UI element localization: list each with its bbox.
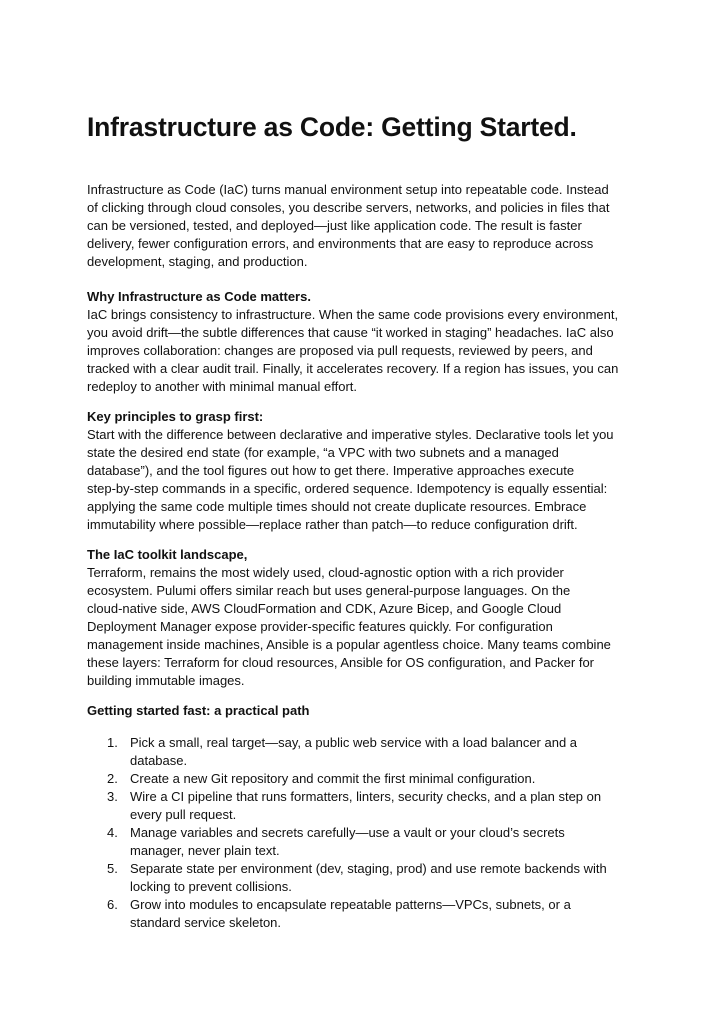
section-heading: The IaC toolkit landscape, — [87, 547, 248, 562]
list-item-line: manager, never plain text. — [130, 843, 280, 858]
paragraph-line: improves collaboration: changes are proposed via pull requests, reviewed by peers, and — [87, 343, 593, 358]
paragraph-line: Infrastructure as Code (IaC) turns manual environment setup into repeatable code. Instead — [87, 182, 609, 197]
list-item — [87, 860, 607, 896]
list-item-line: Create a new Git repository and commit the first minimal configuration. — [130, 771, 536, 786]
paragraph-line: can be versioned, tested, and deployed—just like application code. The result is faster — [87, 218, 582, 233]
paragraph-line: management inside machines, Ansible is a popular agentless choice. Many teams combine — [87, 637, 611, 652]
list-item-line: Pick a small, real target—say, a public web service with a load balancer and a — [130, 735, 578, 750]
list-item-number: 3. — [107, 789, 118, 804]
paragraph-line: of clicking through cloud consoles, you describe servers, networks, and policies in files that — [87, 200, 610, 215]
section-getting-started — [87, 702, 647, 720]
paragraph-line: immutability where possible—replace rather than patch—to reduce configuration drift. — [87, 517, 578, 532]
document-title: Infrastructure as Code: Getting Started. — [87, 112, 577, 142]
list-item-line: every pull request. — [130, 807, 237, 822]
list-item-number: 1. — [107, 735, 118, 750]
paragraph-line: these layers: Terraform for cloud resources, Ansible for OS configuration, and Packer for — [87, 655, 594, 670]
list-item-number: 2. — [107, 771, 118, 786]
intro-paragraph — [87, 181, 647, 271]
list-item-line: Separate state per environment (dev, staging, prod) and use remote backends with — [130, 861, 607, 876]
section-heading: Key principles to grasp first: — [87, 409, 264, 424]
list-item-line: Grow into modules to encapsulate repeatable patterns—VPCs, subnets, or a — [130, 897, 571, 912]
paragraph-line: state the desired end state (for example, “a VPC with two subnets and a managed — [87, 445, 559, 460]
list-item — [87, 896, 607, 932]
section-toolkit-landscape — [87, 546, 647, 690]
list-item-line: database. — [130, 753, 188, 768]
paragraph-line: ecosystem. Pulumi offers similar reach but uses general-purpose languages. On the — [87, 583, 571, 598]
list-item-number: 5. — [107, 861, 118, 876]
paragraph-line: database”), and the tool figures out how to get there. Imperative approaches execute — [87, 463, 575, 478]
paragraph-line: tracked with a clear audit trail. Finally, it accelerates recovery. If a region has issues, you can — [87, 361, 619, 376]
list-item — [87, 788, 607, 824]
list-item — [87, 824, 607, 860]
list-item-number: 4. — [107, 825, 118, 840]
section-heading: Why Infrastructure as Code matters. — [87, 289, 311, 304]
paragraph-line: IaC brings consistency to infrastructure. When the same code provisions every environment, — [87, 307, 619, 322]
list-item-line: locking to prevent collisions. — [130, 879, 292, 894]
list-item-line: Manage variables and secrets carefully—use a vault or your cloud’s secrets — [130, 825, 565, 840]
list-item — [87, 770, 607, 788]
paragraph-line: delivery, fewer configuration errors, and environments that are easy to reproduce across — [87, 236, 594, 251]
section-heading: Getting started fast: a practical path — [87, 703, 310, 718]
list-item-line: standard service skeleton. — [130, 915, 282, 930]
paragraph-line: applying the same code multiple times should not create duplicate resources. Embrace — [87, 499, 587, 514]
section-why-iac — [87, 288, 647, 396]
paragraph-line: step-by-step commands in a specific, ordered sequence. Idempotency is equally essential: — [87, 481, 608, 496]
paragraph-line: redeploy to another with minimal manual effort. — [87, 379, 358, 394]
list-item-number: 6. — [107, 897, 118, 912]
paragraph-line: Start with the difference between declarative and imperative styles. Declarative tools let you — [87, 427, 614, 442]
paragraph-line: you avoid drift—the subtle differences that cause “it worked in staging” headaches. IaC also — [87, 325, 614, 340]
paragraph-line: building immutable images. — [87, 673, 245, 688]
steps-list — [87, 734, 607, 932]
section-key-principles — [87, 408, 647, 534]
paragraph-line: Deployment Manager expose provider-specific features quickly. For configuration — [87, 619, 553, 634]
list-item-line: Wire a CI pipeline that runs formatters, linters, security checks, and a plan step on — [130, 789, 602, 804]
list-item — [87, 734, 607, 770]
paragraph-line: cloud-native side, AWS CloudFormation and CDK, Azure Bicep, and Google Cloud — [87, 601, 562, 616]
paragraph-line: development, staging, and production. — [87, 254, 308, 269]
paragraph-line: Terraform, remains the most widely used, cloud-agnostic option with a rich provider — [87, 565, 564, 580]
